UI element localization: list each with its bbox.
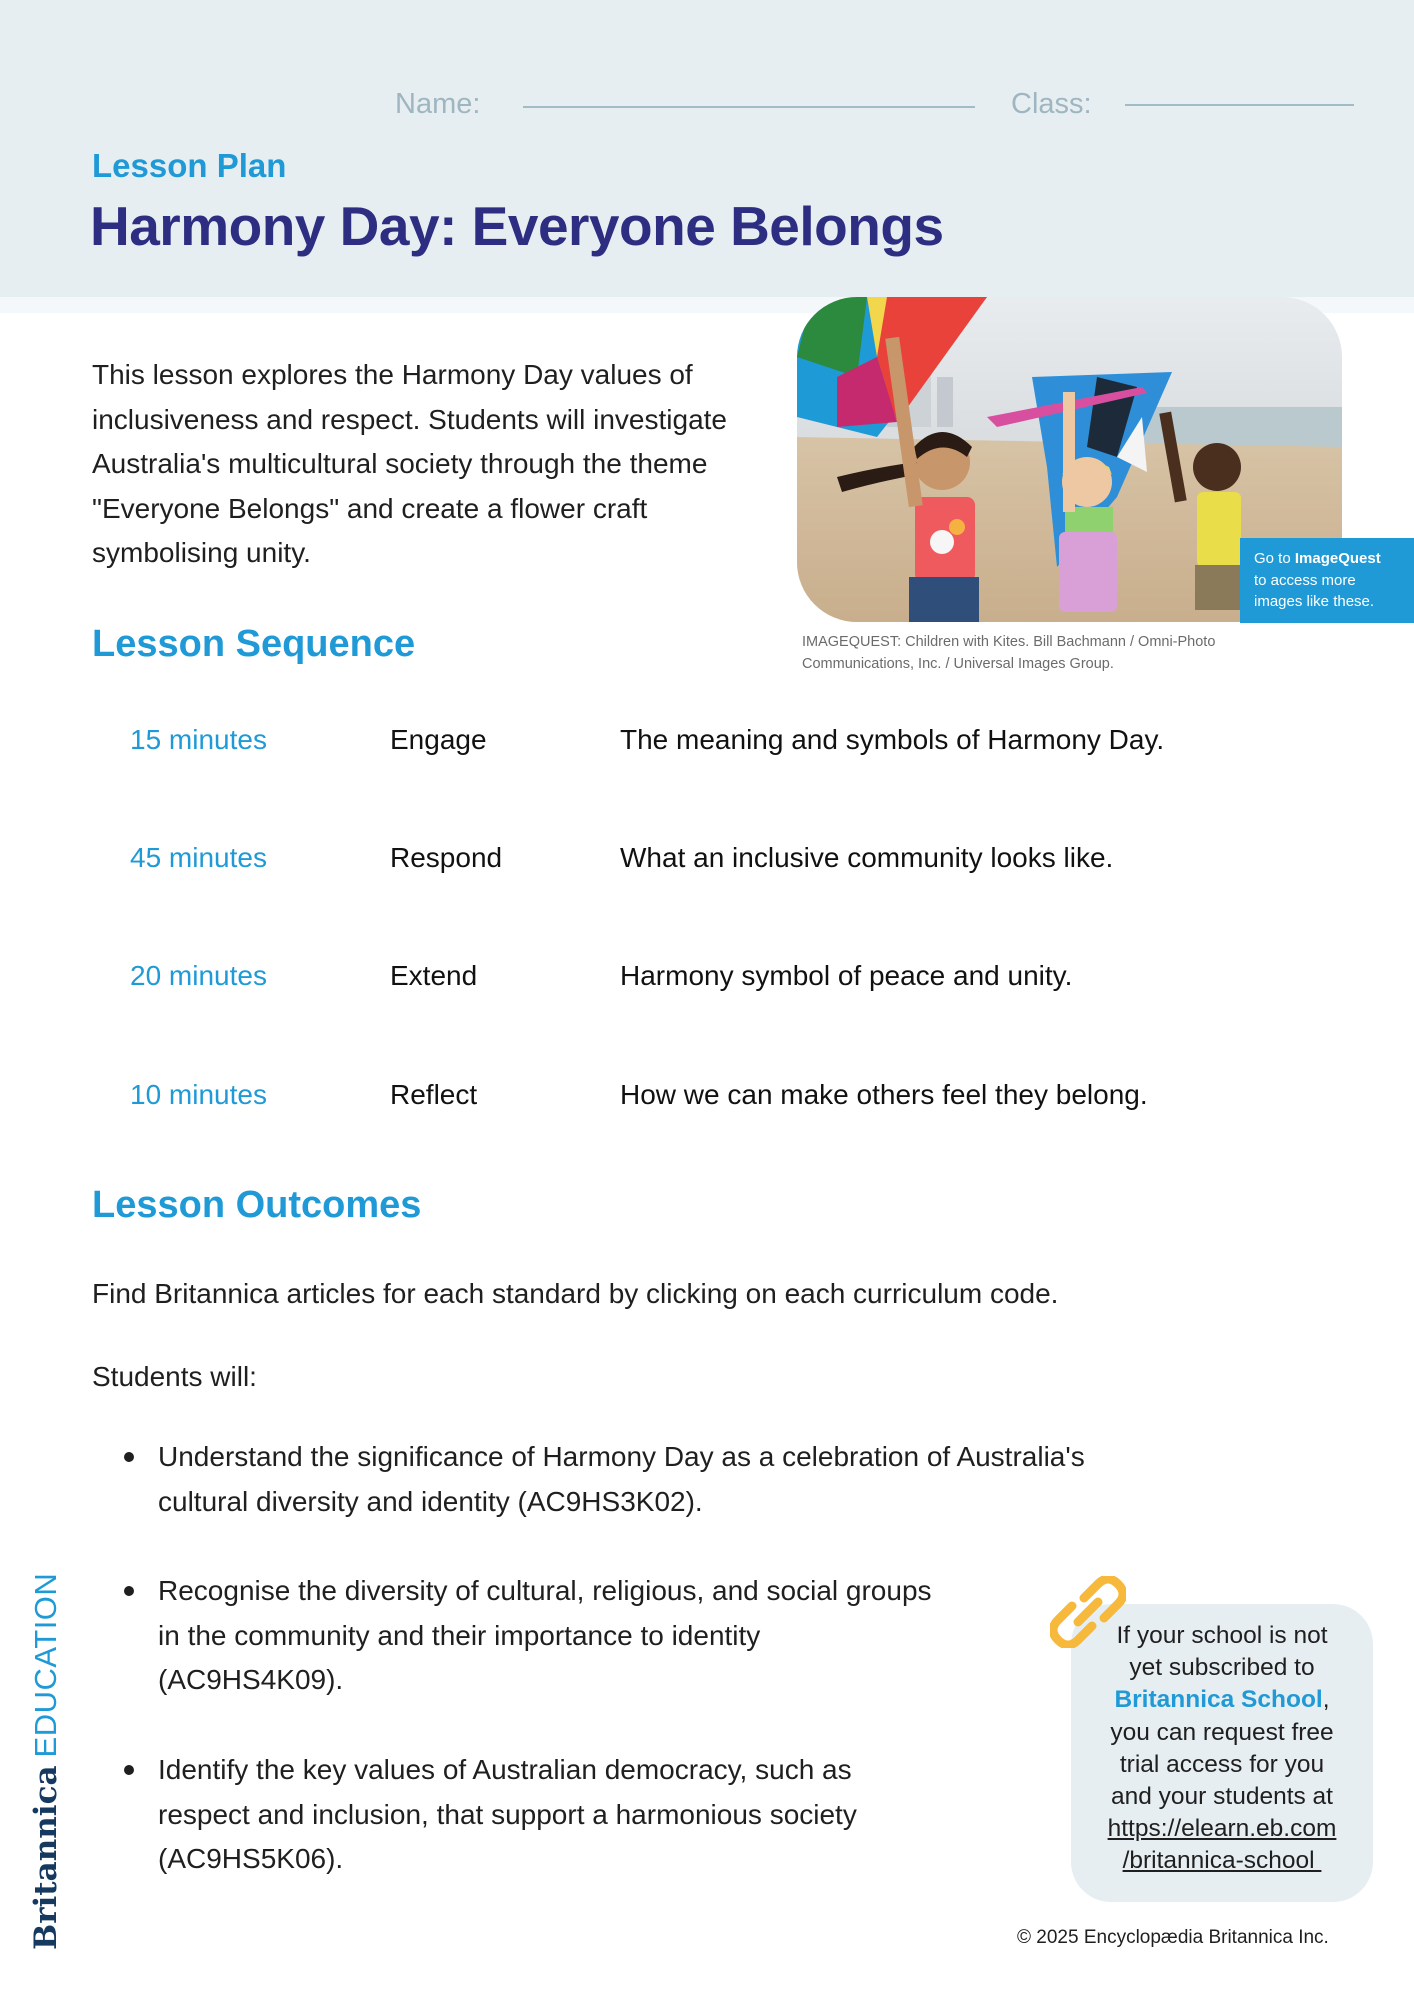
outcome-line: Recognise the diversity of cultural, religious, and social groups xyxy=(158,1575,932,1606)
trial-url-link-continued[interactable]: /britannica-school xyxy=(1122,1847,1322,1875)
lesson-sequence-heading: Lesson Sequence xyxy=(92,623,416,665)
lesson-plan-kicker: Lesson Plan xyxy=(92,147,287,184)
bullet-icon xyxy=(124,1586,134,1596)
callout-line: trial access for you xyxy=(1119,1750,1325,1778)
students-will-lead: Students will: xyxy=(92,1361,257,1392)
bullet-icon xyxy=(124,1765,134,1775)
sequence-description: How we can make others feel they belong. xyxy=(620,1079,1148,1110)
sequence-time: 15 minutes xyxy=(130,724,267,755)
callout-line: If your school is not xyxy=(1116,1622,1328,1649)
outcome-line[interactable]: (AC9HS4K09). xyxy=(158,1664,344,1695)
intro-paragraph: This lesson explores the Harmony Day values of inclusiveness and respect. Students will investigate Australia's multicultural society through the theme "Everyone Belongs" and create a flower craft symbolising unity. xyxy=(92,359,728,568)
outcome-line: in the community and their importance to identity xyxy=(158,1619,761,1651)
sequence-row xyxy=(0,956,1414,996)
sequence-phase: Extend xyxy=(390,960,478,991)
outcomes-instruction: Find Britannica articles for each standard by clicking on each curriculum code. xyxy=(92,1278,1059,1309)
image-caption: IMAGEQUEST: Children with Kites. Bill Bachmann / Omni-Photo Communications, Inc. / Universal Images Group. xyxy=(802,634,1216,672)
logo-britannica: Britannica xyxy=(28,1765,64,1950)
sequence-row xyxy=(0,720,1414,760)
sequence-time: 45 minutes xyxy=(130,842,267,873)
sequence-time: 20 minutes xyxy=(130,960,267,991)
britannica-education-logo xyxy=(27,1573,71,1950)
callout-comma: , xyxy=(1322,1686,1330,1714)
bullet-icon xyxy=(124,1452,134,1462)
sequence-time: 10 minutes xyxy=(130,1079,267,1110)
outcome-line[interactable]: cultural diversity and identity (AC9HS3K02). xyxy=(158,1485,703,1517)
sequence-phase: Reflect xyxy=(390,1079,478,1110)
sequence-description: Harmony symbol of peace and unity. xyxy=(620,960,1073,991)
imagequest-link[interactable]: ImageQuest xyxy=(1294,550,1381,567)
callout-line: you can request free xyxy=(1110,1718,1334,1746)
imagequest-badge[interactable] xyxy=(1240,538,1414,623)
callout-line: and your students at xyxy=(1110,1783,1333,1811)
name-field[interactable] xyxy=(523,106,975,108)
trial-url-link[interactable]: https://elearn.eb.com xyxy=(1107,1815,1337,1843)
outcome-line: Understand the significance of Harmony Day as a celebration of Australia's xyxy=(158,1441,1085,1472)
subscription-callout xyxy=(1071,1604,1373,1902)
sequence-description: The meaning and symbols of Harmony Day. xyxy=(620,724,1165,755)
class-label: Class: xyxy=(1011,88,1092,120)
sequence-row xyxy=(0,1075,1414,1115)
lesson-outcomes-heading: Lesson Outcomes xyxy=(92,1184,422,1226)
outcome-line: Identify the key values of Australian democracy, such as xyxy=(158,1754,852,1785)
class-field[interactable] xyxy=(1125,104,1354,106)
imagequest-badge-prefix: Go to xyxy=(1254,550,1295,567)
sequence-row xyxy=(0,838,1414,878)
page-title: Harmony Day: Everyone Belongs xyxy=(90,195,944,257)
link-icon xyxy=(1050,1576,1126,1648)
sequence-description: What an inclusive community looks like. xyxy=(620,842,1114,873)
outcome-line: respect and inclusion, that support a harmonious society xyxy=(158,1798,857,1830)
logo-education: EDUCATION xyxy=(28,1572,63,1758)
name-label: Name: xyxy=(395,88,481,120)
copyright: © 2025 Encyclopædia Britannica Inc. xyxy=(1017,1927,1329,1948)
callout-line: yet subscribed to xyxy=(1129,1654,1315,1682)
britannica-school-link[interactable]: Britannica School xyxy=(1114,1686,1323,1714)
outcome-line[interactable]: (AC9HS5K06). xyxy=(158,1843,344,1874)
imagequest-badge-suffix: to access more images like these. xyxy=(1254,571,1375,610)
sequence-phase: Engage xyxy=(390,724,487,755)
sequence-phase: Respond xyxy=(390,842,503,873)
